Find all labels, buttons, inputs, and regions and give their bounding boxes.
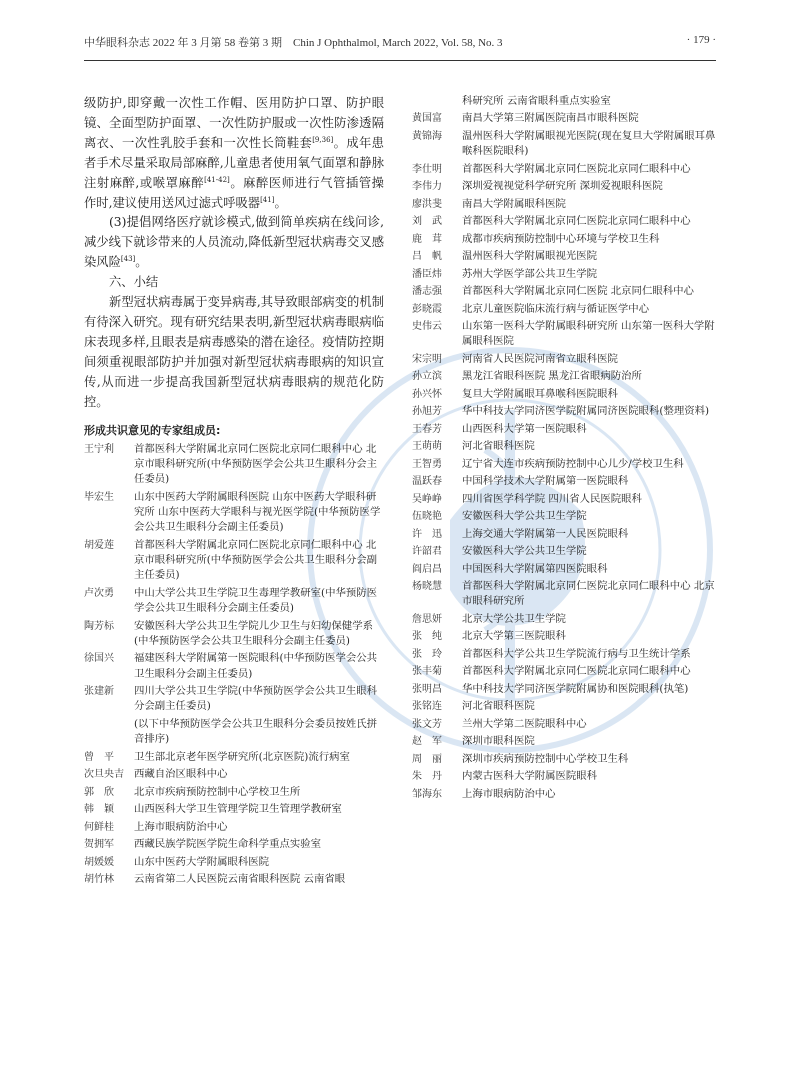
paragraph-online-consult: [84, 213, 384, 273]
expert-name: 张 纯: [412, 631, 442, 643]
expert-affiliation: 深圳爱视视觉科学研究所 深圳爱视眼科医院: [462, 180, 663, 193]
expert-name: 张 玲: [412, 648, 442, 660]
expert-name: 韩 颖: [84, 804, 114, 816]
expert-entry: [84, 820, 384, 835]
expert-entry: [84, 837, 384, 852]
expert-entry: [412, 94, 718, 109]
expert-affiliation: 深圳市疾病预防控制中心学校卫生科: [462, 752, 629, 765]
expert-affiliation: 四川省医学科学院 四川省人民医院眼科: [462, 492, 642, 505]
expert-affiliation: 黑龙江省眼科医院 黑龙江省眼病防治所: [462, 370, 642, 383]
expert-entry: [412, 509, 718, 524]
expert-entry: [84, 785, 384, 800]
expert-affiliation: 安徽医科大学公共卫生学院儿少卫生与妇幼保健学系(中华预防医学会公共卫生眼科分会副主任委员): [134, 619, 373, 647]
expert-affiliation: 首都医科大学公共卫生学院流行病与卫生统计学系: [462, 647, 691, 660]
expert-entry: [412, 527, 718, 542]
expert-entry: [84, 767, 384, 782]
expert-name: 贺拥军: [84, 839, 114, 851]
expert-entry: [412, 699, 718, 714]
expert-name: 孙旭芳: [412, 406, 442, 418]
expert-name: 鹿 茸: [412, 233, 442, 245]
expert-affiliation: 首都医科大学附属北京同仁医院北京同仁眼科中心 北京市眼科研究所(中华预防医学会公共卫生眼科分会副主任委员): [134, 538, 378, 582]
expert-affiliation: 深圳市眼科医院: [462, 735, 535, 748]
expert-name: 阎启昌: [412, 563, 442, 575]
expert-name: 卢次勇: [84, 587, 114, 599]
expert-name: 张文芳: [412, 718, 442, 730]
expert-name: 王萌萌: [412, 441, 442, 453]
expert-name: 廖洪斐: [412, 198, 442, 210]
expert-affiliation: 云南省第二人民医院云南省眼科医院 云南省眼: [134, 873, 346, 886]
expert-affiliation: 山西医科大学第一医院眼科: [462, 422, 587, 435]
expert-entry: [412, 267, 718, 282]
expert-affiliation: 苏州大学医学部公共卫生学院: [462, 267, 598, 280]
expert-entry: [412, 664, 718, 679]
expert-name: [412, 94, 462, 109]
expert-affiliation: 兰州大学第二医院眼科中心: [462, 717, 587, 730]
expert-entry: [412, 232, 718, 247]
expert-name: 胡媛媛: [84, 856, 114, 868]
expert-entry: [412, 612, 718, 627]
expert-name: 曾 平: [84, 751, 114, 763]
expert-affiliation: 安徽医科大学公共卫生学院: [462, 545, 587, 558]
expert-entry: [412, 197, 718, 212]
expert-entry: [84, 651, 384, 682]
expert-entry: [412, 369, 718, 384]
paragraph-protection: [84, 94, 384, 213]
expert-entry: [412, 439, 718, 454]
expert-affiliation: 辽宁省大连市疾病预防控制中心儿少/学校卫生科: [462, 457, 684, 470]
paragraph-summary: 新型冠状病毒属于变异病毒,其导致眼部病变的机制有待深入研究。现有研究结果表明,新型冠状病毒眼病临床表现多样,且眼表是病毒感染的潜在途径。疫情防控期间须重视眼部防护并加强对新型冠状病毒眼病的知识宣传,从而进一步提高我国新型冠状病毒眼病的规范化防控。: [84, 295, 384, 409]
expert-entry: [412, 769, 718, 784]
expert-name: 詹思妍: [412, 613, 442, 625]
expert-entry: [412, 179, 718, 194]
expert-name: 许 迅: [412, 528, 442, 540]
expert-affiliation: 北京大学公共卫生学院: [462, 612, 566, 625]
expert-affiliation: 河北省眼科医院: [462, 440, 535, 453]
expert-entry: [84, 442, 384, 488]
expert-affiliation: 西藏民族学院医学院生命科学重点实验室: [134, 838, 322, 851]
expert-affiliation: 中山大学公共卫生学院卫生毒理学教研室(中华预防医学会公共卫生眼科分会副主任委员): [134, 586, 378, 615]
expert-name: 王宁利: [84, 443, 114, 455]
expert-affiliation: 福建医科大学附属第一医院眼科(中华预防医学会公共卫生眼科分会副主任委员): [134, 652, 378, 680]
expert-affiliation: 山东第一医科大学附属眼科研究所 山东第一医科大学附属眼科医院: [462, 320, 715, 348]
expert-affiliation: 南昌大学附属眼科医院: [462, 197, 566, 210]
text-span: 。成年患者手术尽量采取局部麻醉,儿童患者使用氧气面罩和静脉注射麻醉,或喉罩麻醉: [84, 135, 384, 190]
expert-name: 宋宗明: [412, 353, 442, 365]
expert-affiliation: 北京大学第三医院眼科: [462, 630, 566, 643]
expert-entry: [412, 492, 718, 507]
page-number: · 179 ·: [686, 34, 716, 46]
citation: [41-42]: [204, 175, 230, 184]
text-span: 。: [135, 255, 148, 270]
expert-entry: [412, 579, 718, 610]
expert-name: 黄国富: [412, 113, 442, 125]
expert-name: 吴峥峥: [412, 493, 442, 505]
expert-affiliation: 河南省人民医院河南省立眼科医院: [462, 352, 618, 365]
expert-name: 孙立滨: [412, 371, 442, 383]
text-span: 级防护,即穿戴一次性工作帽、医用防护口罩、防护眼镜、全面型防护面罩、一次性防护服或一次性防渗透隔离衣、一次性乳胶手套和一次性长筒鞋套: [84, 96, 384, 150]
expert-affiliation: 南昌大学第三附属医院南昌市眼科医院: [462, 112, 639, 125]
expert-name: 张明昌: [412, 683, 442, 695]
expert-entry: [412, 129, 718, 160]
expert-affiliation: 四川大学公共卫生学院(中华预防医学会公共卫生眼科分会副主任委员): [134, 685, 378, 713]
left-column: [84, 94, 384, 890]
expert-name: 潘志强: [412, 286, 442, 298]
expert-affiliation: 首都医科大学附属北京同仁医院北京同仁眼科中心: [462, 665, 691, 678]
expert-name: 周 丽: [412, 753, 442, 765]
expert-name: 郭 欣: [84, 786, 114, 798]
expert-name: 伍晓艳: [412, 511, 442, 523]
text-span: 。麻醉医师进行气管插管操作时,建议使用送风过滤式呼吸器: [84, 175, 384, 210]
expert-entry: [84, 684, 384, 715]
expert-affiliation: 上海交通大学附属第一人民医院眼科: [462, 527, 629, 540]
expert-affiliation: 山东中医药大学附属眼科医院: [134, 855, 270, 868]
expert-entry: [412, 562, 718, 577]
expert-affiliation: 上海市眼病防治中心: [462, 787, 556, 800]
right-column: [412, 94, 718, 804]
expert-affiliation: 中国医科大学附属第四医院眼科: [462, 562, 608, 575]
expert-name: 邹海东: [412, 788, 442, 800]
expert-entry: [84, 717, 384, 748]
expert-affiliation: 温州医科大学附属眼视光医院: [462, 250, 598, 263]
expert-entry: [84, 619, 384, 650]
expert-name: 李仕明: [412, 163, 442, 175]
expert-affiliation: 科研究所 云南省眼科重点实验室: [462, 95, 611, 107]
expert-name: 胡爱莲: [84, 539, 114, 551]
expert-entry: [412, 544, 718, 559]
expert-entry: [84, 586, 384, 617]
expert-entry: [412, 474, 718, 489]
expert-name: 王春芳: [412, 423, 442, 435]
text-span: 。: [274, 195, 287, 210]
expert-name: [84, 717, 134, 748]
expert-name: 杨晓慧: [412, 581, 442, 593]
expert-affiliation: 西藏自治区眼科中心: [134, 768, 228, 781]
expert-affiliation: 温州医科大学附属眼视光医院(现在复旦大学附属眼耳鼻喉科医院眼科): [462, 129, 716, 158]
expert-entry: [84, 872, 384, 887]
expert-entry: [412, 404, 718, 419]
expert-affiliation: 首都医科大学附属北京同仁医院北京同仁眼科中心: [462, 215, 691, 228]
expert-entry: [412, 111, 718, 126]
expert-affiliation: 首都医科大学附属北京同仁医院 北京同仁眼科中心: [462, 285, 694, 298]
expert-affiliation: 首都医科大学附属北京同仁医院北京同仁眼科中心: [462, 162, 691, 175]
expert-name: 王智勇: [412, 458, 442, 470]
journal-info: 中华眼科杂志 2022 年 3 月第 58 卷第 3 期 Chin J Ophthalmol, March 2022, Vol. 58, No. 3: [84, 37, 503, 49]
expert-entry: [412, 352, 718, 367]
expert-name: 许韶君: [412, 546, 442, 558]
expert-entry: [412, 717, 718, 732]
expert-list-right: [412, 94, 718, 802]
expert-name: 黄锦海: [412, 130, 442, 142]
expert-entry: [84, 855, 384, 870]
expert-name: 赵 军: [412, 736, 442, 748]
expert-affiliation: 上海市眼病防治中心: [134, 820, 228, 833]
expert-name: 温跃春: [412, 476, 442, 488]
expert-name: 吕 帆: [412, 251, 442, 263]
expert-name: 刘 武: [412, 216, 442, 228]
section-heading: 六、小结: [109, 275, 159, 290]
expert-entry: [412, 319, 718, 350]
expert-affiliation: 北京市疾病预防控制中心学校卫生所: [134, 785, 301, 798]
expert-entry: [412, 284, 718, 299]
expert-entry: [412, 734, 718, 749]
expert-name: 徐国兴: [84, 653, 114, 665]
expert-entry: [412, 302, 718, 317]
expert-name: 张建新: [84, 686, 114, 698]
expert-name: 何鲜桂: [84, 821, 114, 833]
citation: [43]: [120, 255, 136, 264]
expert-entry: [412, 422, 718, 437]
expert-entry: [412, 162, 718, 177]
expert-entry: [412, 647, 718, 662]
expert-entry: [412, 682, 718, 697]
expert-entry: [412, 787, 718, 802]
expert-entry: [412, 387, 718, 402]
expert-affiliation: 复旦大学附属眼耳鼻喉科医院眼科: [462, 387, 618, 400]
expert-name: 彭晓霞: [412, 303, 442, 315]
expert-entry: [412, 249, 718, 264]
expert-name: 张丰菊: [412, 666, 442, 678]
expert-entry: [84, 802, 384, 817]
expert-name: 胡竹林: [84, 874, 114, 886]
expert-name: 朱 丹: [412, 771, 442, 783]
expert-affiliation: 山东中医药大学附属眼科医院 山东中医药大学眼科研究所 山东中医药大学眼科与视光医学院(中华预防医学会公共卫生眼科分会副主任委员): [134, 490, 381, 534]
text-span: (3)提倡网络医疗就诊模式,做到简单疾病在线问诊,减少线下就诊带来的人员流动,降低新型冠状病毒交叉感染风险: [84, 215, 384, 270]
expert-affiliation: 卫生部北京老年医学研究所(北京医院)流行病室: [134, 750, 350, 763]
expert-affiliation: 华中科技大学同济医学院附属协和医院眼科(执笔): [462, 682, 689, 695]
citation: [9,36]: [312, 135, 334, 144]
expert-entry: [412, 214, 718, 229]
expert-entry: [412, 629, 718, 644]
expert-name: 张铭连: [412, 701, 442, 713]
expert-affiliation: 首都医科大学附属北京同仁医院北京同仁眼科中心 北京市眼科研究所: [462, 580, 715, 608]
expert-affiliation: 内蒙古医科大学附属医院眼科: [462, 770, 598, 783]
expert-name: 潘臣炜: [412, 268, 442, 280]
expert-affiliation: (以下中华预防医学会公共卫生眼科分会委员按姓氏拼音排序): [134, 717, 378, 746]
expert-affiliation: 首都医科大学附属北京同仁医院北京同仁眼科中心 北京市眼科研究所(中华预防医学会公共卫生眼科分会主任委员): [134, 442, 378, 486]
expert-list-left: [84, 442, 384, 888]
expert-entry: [84, 750, 384, 765]
expert-affiliation: 华中科技大学同济医学院附属同济医院眼科(整理资料): [462, 405, 710, 418]
expert-name: 史伟云: [412, 321, 442, 333]
expert-entry: [412, 457, 718, 472]
expert-name: 毕宏生: [84, 491, 114, 503]
expert-name: 次旦央吉: [84, 769, 124, 781]
expert-affiliation: 成都市疾病预防控制中心环境与学校卫生科: [462, 232, 660, 245]
expert-name: 陶芳标: [84, 620, 114, 632]
expert-affiliation: 河北省眼科医院: [462, 700, 535, 713]
expert-affiliation: 中国科学技术大学附属第一医院眼科: [462, 475, 629, 488]
expert-affiliation: 北京儿童医院临床流行病与循证医学中心: [462, 302, 650, 315]
expert-affiliation: 安徽医科大学公共卫生学院: [462, 510, 587, 523]
experts-title: 形成共识意见的专家组成员:: [84, 423, 221, 437]
expert-entry: [412, 752, 718, 767]
expert-name: 李伟力: [412, 181, 442, 193]
page-header: [84, 20, 716, 61]
expert-affiliation: 山西医科大学卫生管理学院卫生管理学教研室: [134, 803, 342, 816]
expert-entry: [84, 538, 384, 584]
expert-entry: [84, 490, 384, 536]
expert-name: 孙兴怀: [412, 388, 442, 400]
citation: [41]: [260, 195, 275, 204]
